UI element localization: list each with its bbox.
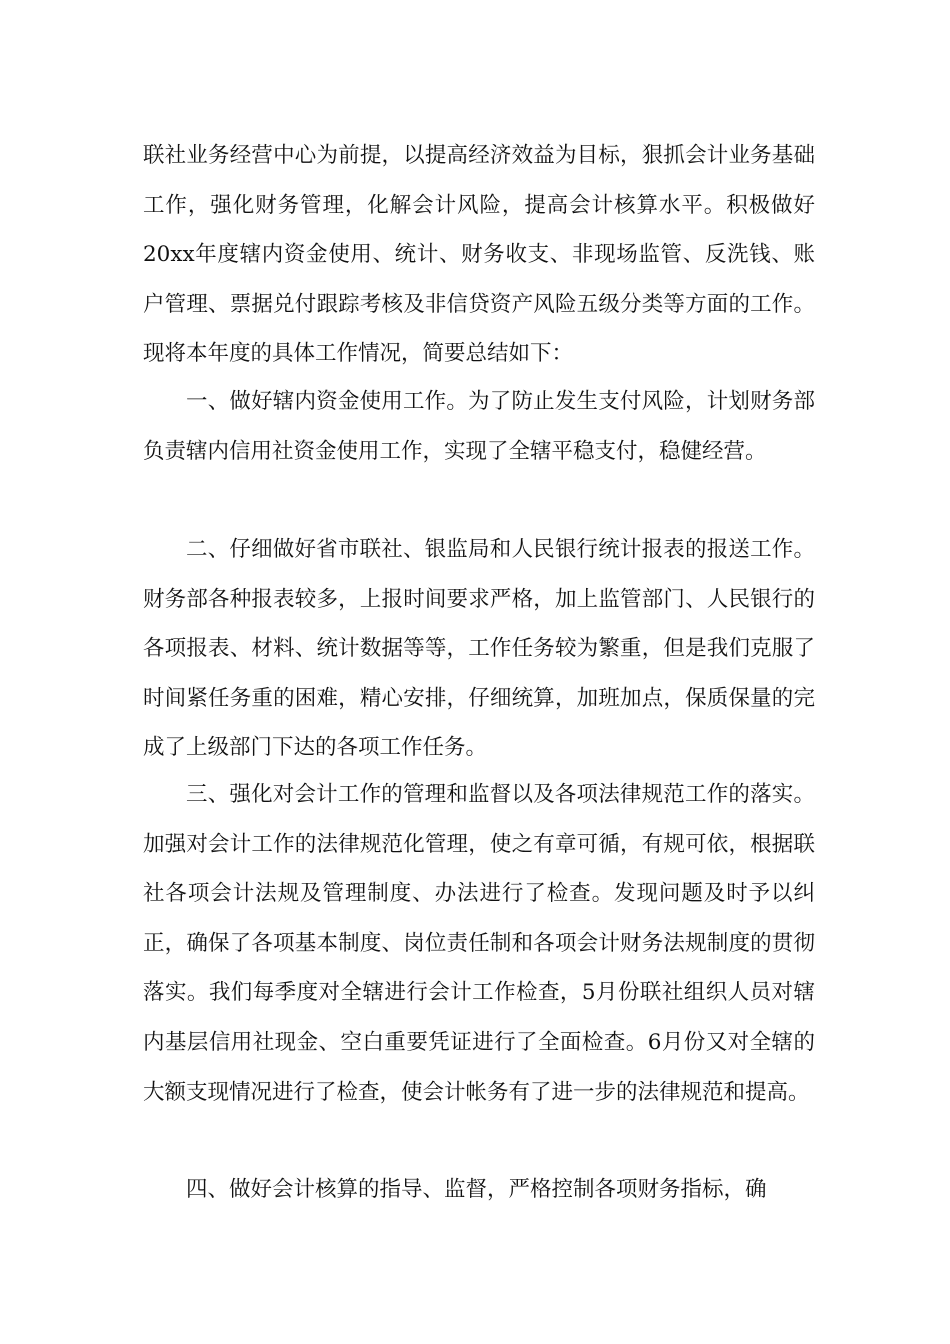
document-paragraph-section-4: [143, 1165, 815, 1215]
paragraph-text: 联社业务经营中心为前提，以提高经济效益为目标，狠抓会计业务基础工作，强化财务管理，化解会计风险，提高会计核算水平。积极做好20xx年度辖内资金使用、统计、财务收支、非现场监管、反洗钱、账户管理、票据兑付跟踪考核及非信贷资产风险五级分类等方面的工作。现将本年度的具体工作情况，简要总结如下：: [143, 143, 815, 367]
document-paragraph-section-2: [143, 525, 815, 773]
paragraph-text: 二、仔细做好省市联社、银监局和人民银行统计报表的报送工作。财务部各种报表较多，上报时间要求严格，加上监管部门、人民银行的各项报表、材料、统计数据等等，工作任务较为繁重，但是我们克服了时间紧任务重的困难，精心安排，仔细统算，加班加点，保质保量的完成了上级部门下达的各项工作任务。: [143, 537, 815, 761]
paragraph-text: 一、做好辖内资金使用工作。为了防止发生支付风险，计划财务部负责辖内信用社资金使用工作，实现了全辖平稳支付，稳健经营。: [143, 389, 815, 464]
paragraph-text: 三、强化对会计工作的管理和监督以及各项法律规范工作的落实。加强对会计工作的法律规范化管理，使之有章可循，有规可依，根据联社各项会计法规及管理制度、办法进行了检查。发现问题及时予以纠正，确保了各项基本制度、岗位责任制和各项会计财务法规制度的贯彻落实。我们每季度对全辖进行会计工作检查，5月份联社组织人员对辖内基层信用社现金、空白重要凭证进行了全面检查。6月份又对全辖的大额支现情况进行了检查，使会计帐务有了进一步的法律规范和提高。: [143, 782, 815, 1105]
document-paragraph-section-1: [143, 377, 815, 476]
document-paragraph-intro: [143, 131, 815, 379]
paragraph-text: 四、做好会计核算的指导、监督，严格控制各项财务指标，确: [186, 1177, 767, 1202]
document-paragraph-section-3: [143, 770, 815, 1117]
